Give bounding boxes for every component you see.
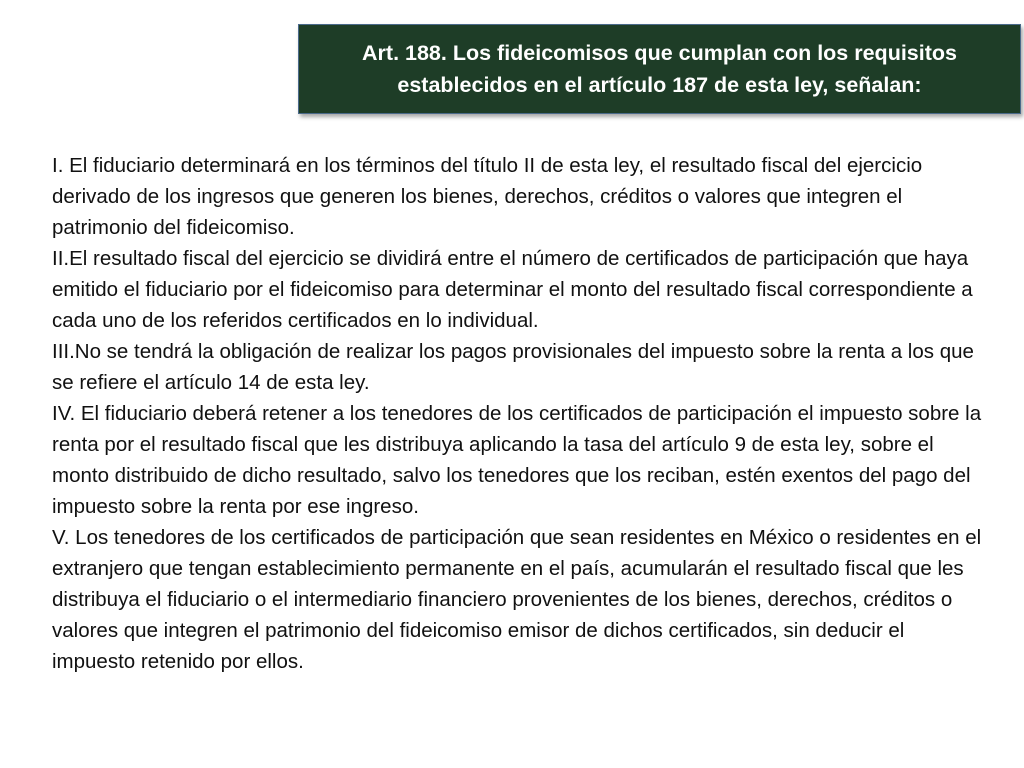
title-banner <box>298 24 1021 114</box>
paragraph-ii: II.El resultado fiscal del ejercicio se dividirá entre el número de certificados de participación que haya emitido el fiduciario por el fideicomiso para determinar el monto del resultado fiscal correspondiente a cada uno de los referidos certificados en lo individual. <box>52 247 973 332</box>
paragraph-v: V. Los tenedores de los certificados de participación que sean residentes en México o residentes en el extranjero que tengan establecimiento permanente en el país, acumularán el resultado fiscal que les distribuya el fiduciario o el intermediario financiero provenientes de los bienes, derechos, créditos o valores que integren el patrimonio del fideicomiso emisor de dichos certificados, sin deducir el impuesto retenido por ellos. <box>52 526 982 673</box>
paragraph-i: I. El fiduciario determinará en los términos del título II de esta ley, el resultado fiscal del ejercicio derivado de los ingresos que generen los bienes, derechos, créditos o valores que integren el patrimonio del fideicomiso. <box>52 154 923 239</box>
paragraph-iv: IV. El fiduciario deberá retener a los tenedores de los certificados de participación el impuesto sobre la renta por el resultado fiscal que les distribuya aplicando la tasa del artículo 9 de esta ley, sobre el monto distribuido de dicho resultado, salvo los tenedores que los reciban, estén exentos del pago del impuesto sobre la renta por ese ingreso. <box>52 402 982 518</box>
slide-title: Art. 188. Los fideicomisos que cumplan con los requisitos establecidos en el artículo 187 de esta ley, señalan: <box>362 41 957 97</box>
article-body <box>52 150 982 677</box>
paragraph-iii: III.No se tendrá la obligación de realizar los pagos provisionales del impuesto sobre la renta a los que se refiere el artículo 14 de esta ley. <box>52 340 974 394</box>
